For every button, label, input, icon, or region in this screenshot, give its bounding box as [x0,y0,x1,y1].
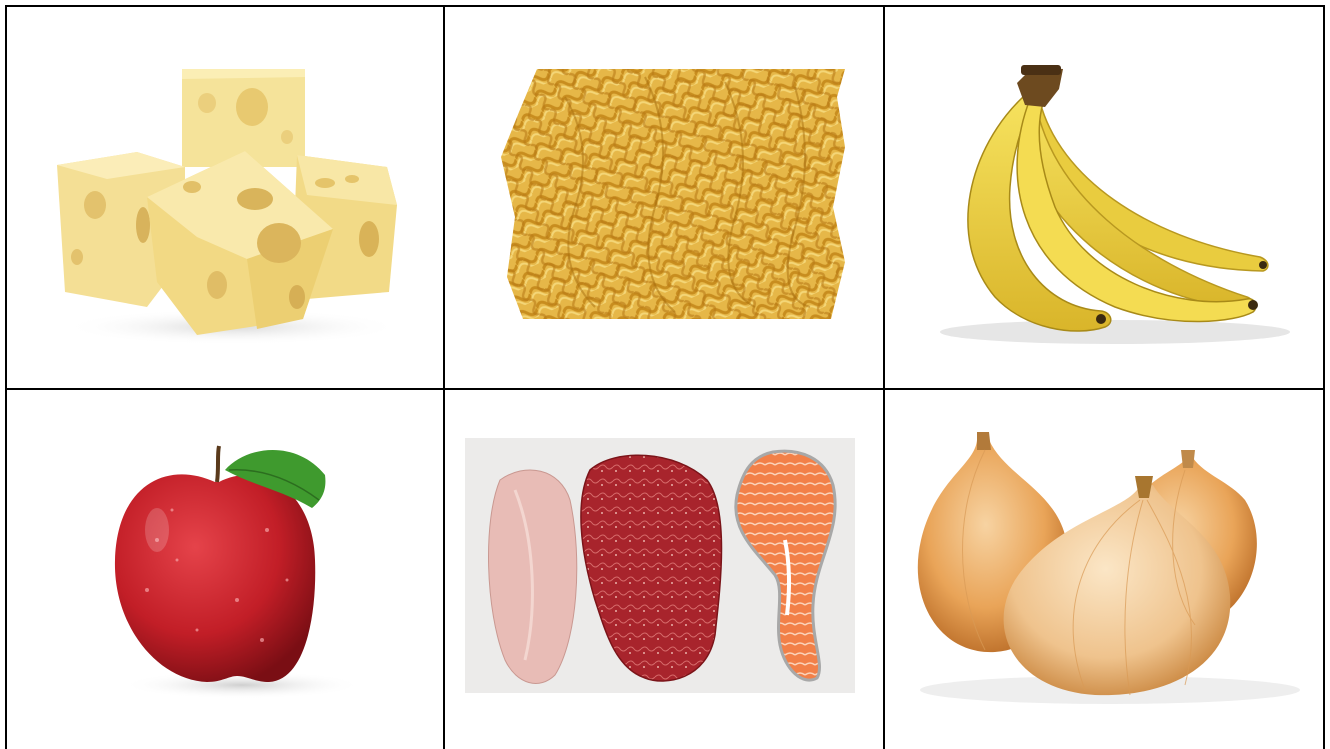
cheese-icon [7,7,445,390]
onion-cell [885,390,1325,749]
pasta-icon [445,7,885,390]
banana-cell [885,5,1325,390]
apple-cell [5,390,445,749]
food-picture-grid [5,5,1325,749]
onion-icon [885,390,1325,749]
meat-cell [445,390,885,749]
pasta-cell [445,5,885,390]
meat-icon [445,390,885,749]
apple-icon [7,390,445,749]
cheese-cell [5,5,445,390]
banana-icon [885,7,1325,390]
